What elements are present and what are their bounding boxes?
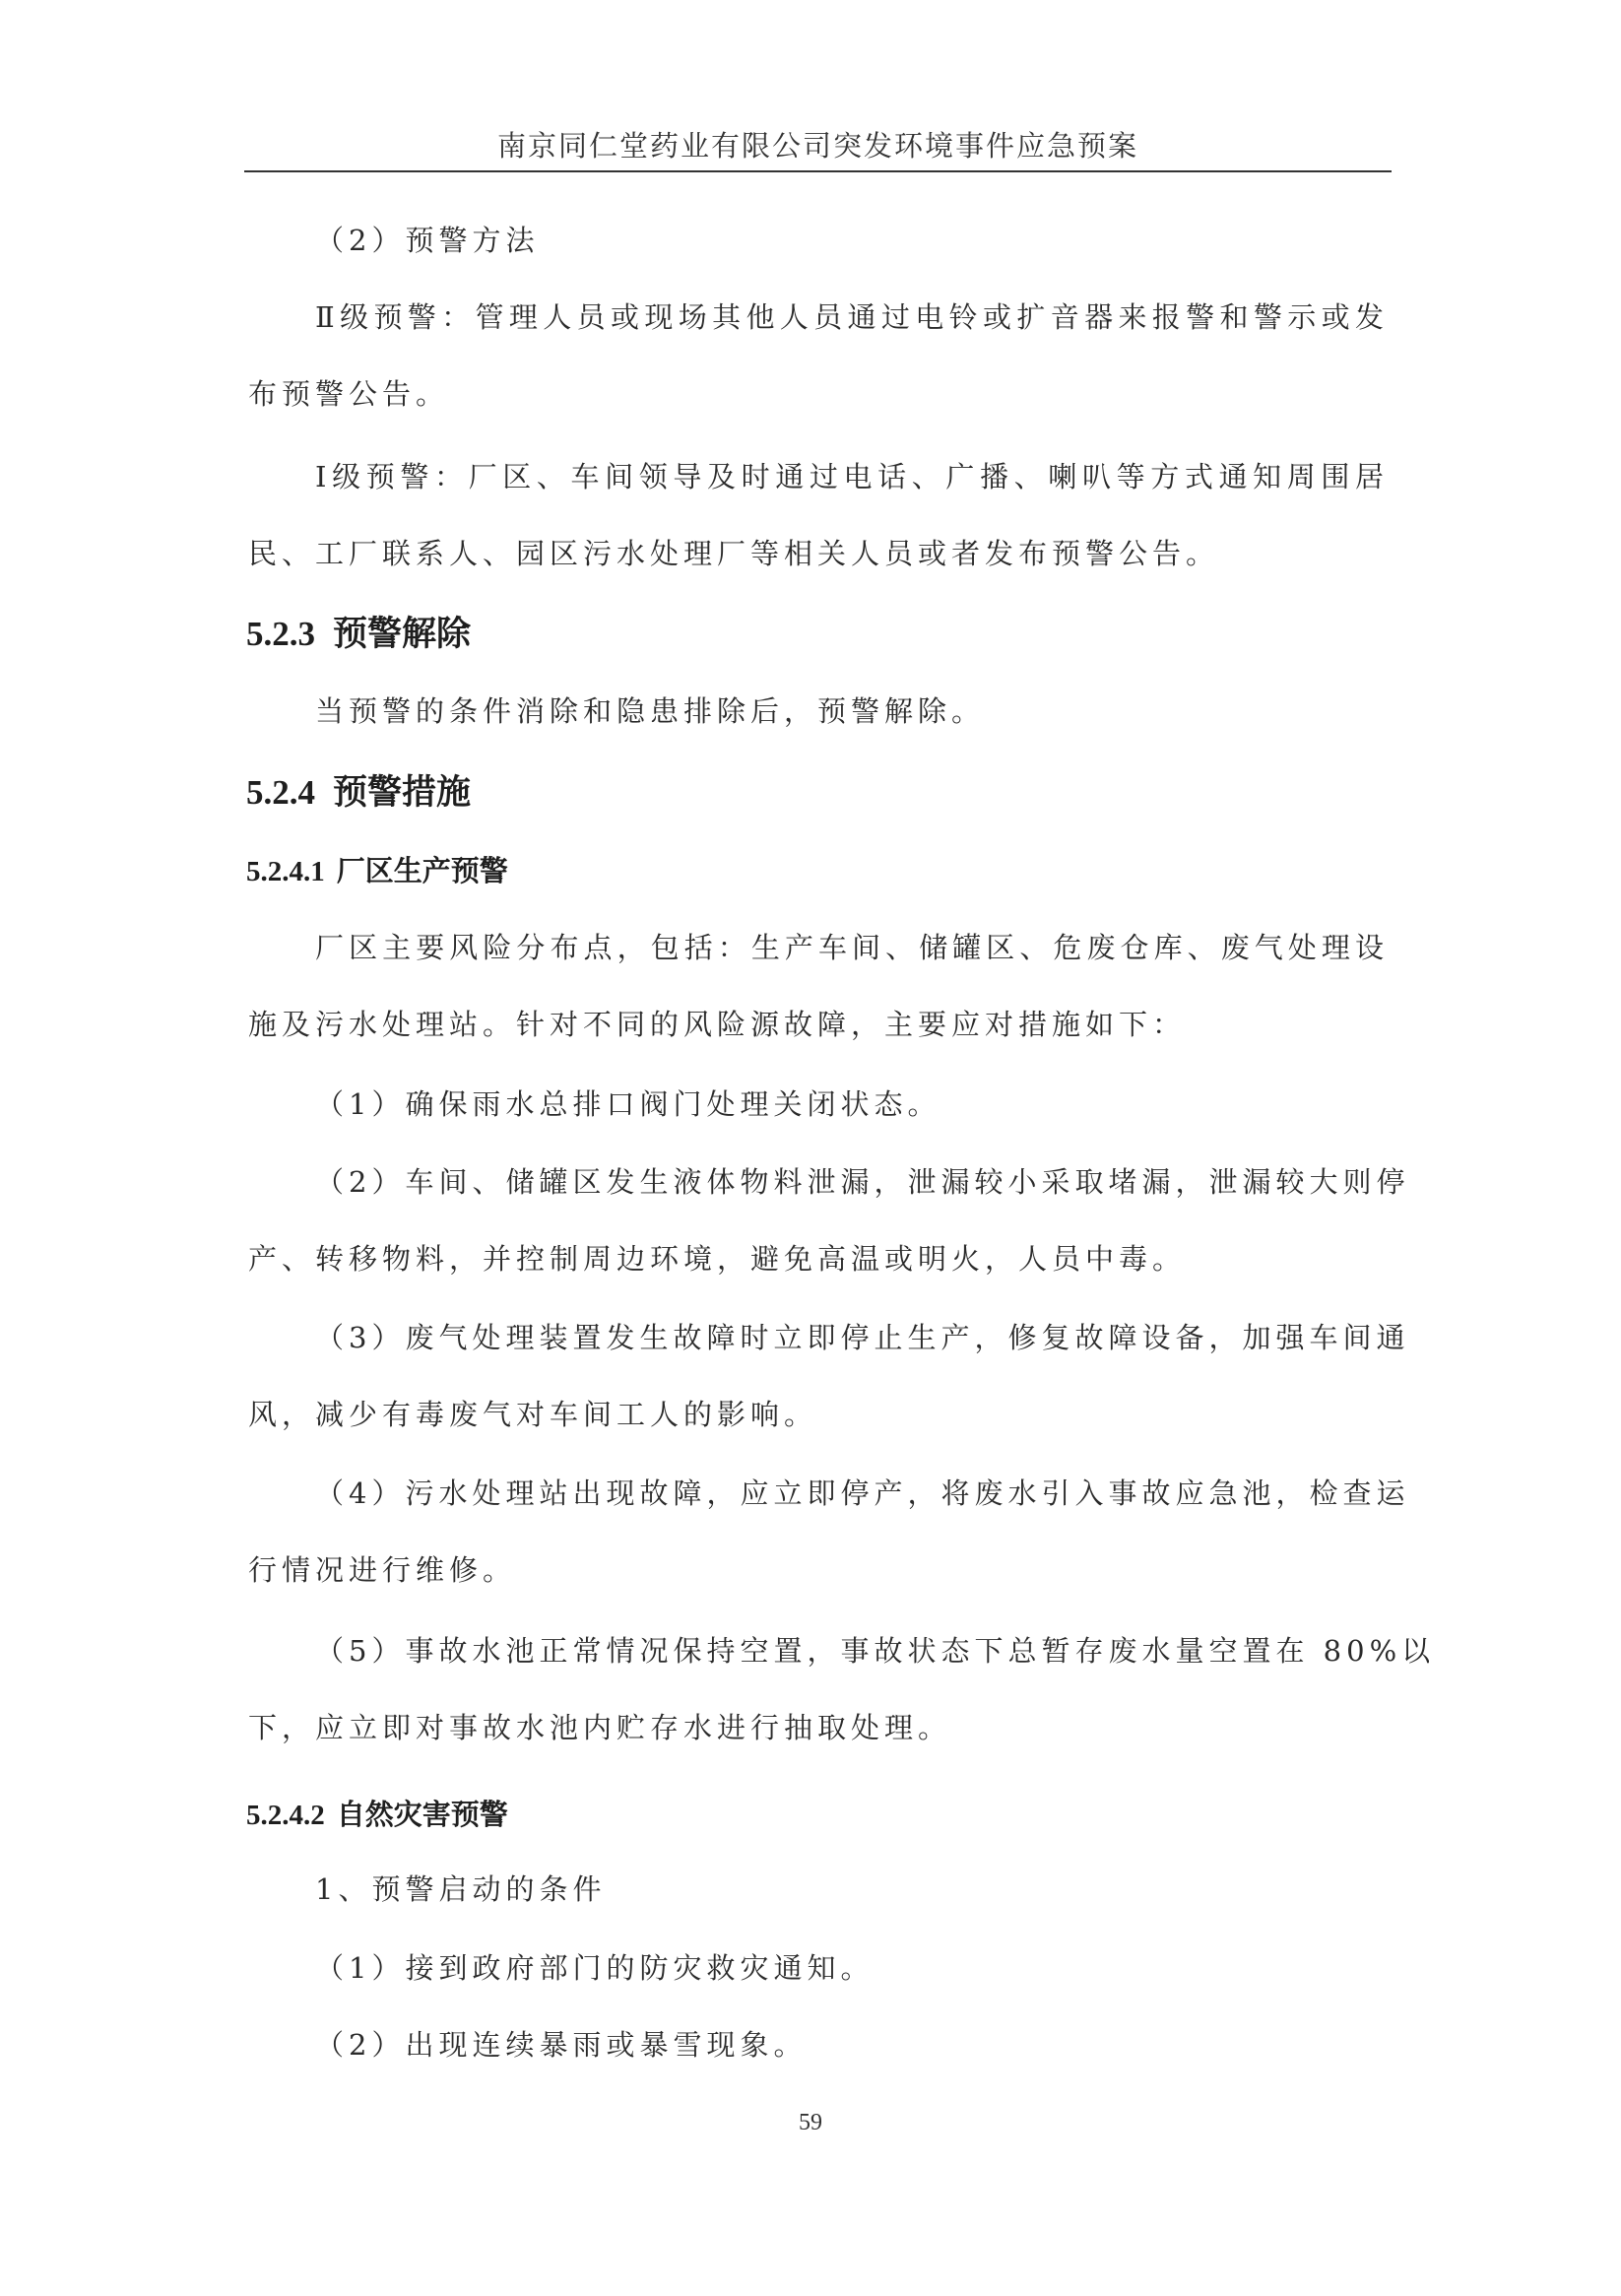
- paragraph-risk-points-line2: 施及污水处理站。针对不同的风险源故障，主要应对措施如下：: [248, 1008, 1187, 1041]
- heading-number: 5.2.4: [246, 773, 315, 812]
- heading-text: 预警措施: [333, 772, 472, 813]
- paragraph-measure-5-line2: 下，应立即对事故水池内贮存水进行抽取处理。: [248, 1711, 952, 1744]
- heading-5-2-3: [246, 613, 471, 656]
- paragraph-condition-2: （2）出现连续暴雨或暴雪现象。: [315, 2028, 808, 2062]
- paragraph-measure-1: （1）确保雨水总排口阀门处理关闭状态。: [315, 1087, 941, 1121]
- page-number: 59: [799, 2110, 822, 2135]
- heading-5-2-4-2: [246, 1795, 508, 1835]
- paragraph-condition-1: （1）接到政府部门的防灾救灾通知。: [315, 1951, 875, 1985]
- paragraph-warning-release: 当预警的条件消除和隐患排除后，预警解除。: [315, 694, 986, 728]
- paragraph-measure-2-line1: （2）车间、储罐区发生液体物料泄漏，泄漏较小采取堵漏，泄漏较大则停: [315, 1165, 1410, 1199]
- heading-5-2-4-1: [246, 851, 508, 891]
- heading-5-2-4: [246, 771, 471, 815]
- paragraph-measure-3-line2: 风，减少有毒废气对车间工人的影响。: [248, 1398, 818, 1431]
- heading-number: 5.2.4.1: [246, 856, 325, 887]
- paragraph-measure-5-line1: （5）事故水池正常情况保持空置，事故状态下总暂存废水量空置在 80%以: [315, 1634, 1436, 1668]
- paragraph-measure-2-line2: 产、转移物料，并控制周边环境，避免高温或明火，人员中毒。: [248, 1242, 1187, 1276]
- paragraph-measure-3-line1: （3）废气处理装置发生故障时立即停止生产，修复故障设备，加强车间通: [315, 1321, 1410, 1354]
- paragraph-level1-warning-line2: 民、工厂联系人、园区污水处理厂等相关人员或者发布预警公告。: [248, 537, 1220, 570]
- header-divider: [244, 170, 1392, 172]
- paragraph-measure-4-line2: 行情况进行维修。: [248, 1553, 517, 1587]
- heading-number: 5.2.4.2: [246, 1800, 325, 1831]
- heading-text: 厂区生产预警: [336, 854, 508, 887]
- paragraph-trigger-conditions: 1、预警启动的条件: [315, 1872, 607, 1906]
- heading-number: 5.2.3: [246, 615, 315, 653]
- paragraph-measure-4-line1: （4）污水处理站出现故障，应立即停产，将废水引入事故应急池，检查运: [315, 1476, 1410, 1510]
- paragraph-level2-warning-line1: Ⅱ级预警：管理人员或现场其他人员通过电铃或扩音器来报警和警示或发: [315, 300, 1389, 334]
- paragraph-warning-method: （2）预警方法: [315, 224, 540, 257]
- heading-text: 预警解除: [333, 614, 472, 654]
- paragraph-level2-warning-line2: 布预警公告。: [248, 377, 450, 411]
- paragraph-risk-points-line1: 厂区主要风险分布点，包括：生产车间、储罐区、危废仓库、废气处理设: [315, 931, 1389, 964]
- heading-text: 自然灾害预警: [336, 1798, 508, 1831]
- page-header-title: 南京同仁堂药业有限公司突发环境事件应急预案: [496, 129, 1138, 163]
- paragraph-level1-warning-line1: Ⅰ级预警：厂区、车间领导及时通过电话、广播、喇叭等方式通知周围居: [315, 460, 1389, 493]
